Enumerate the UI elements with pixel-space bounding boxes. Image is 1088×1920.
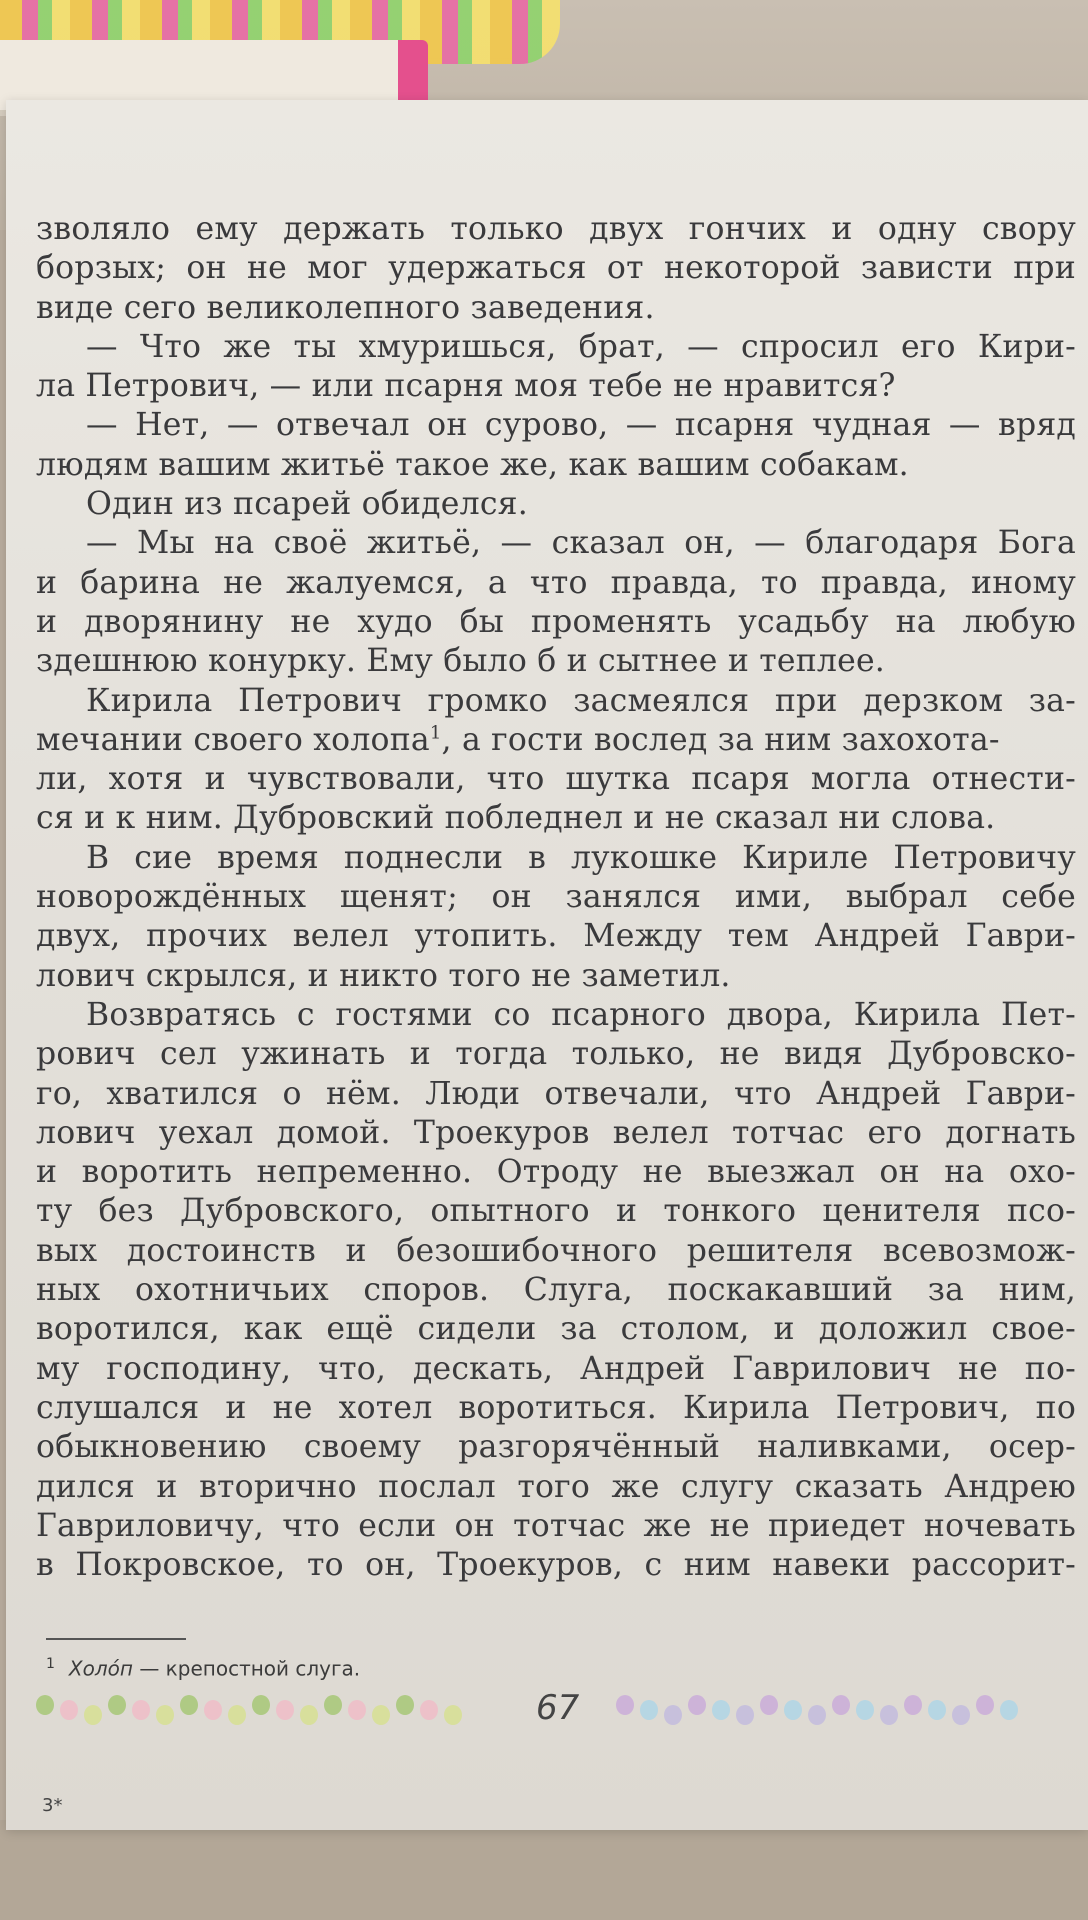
ornament-dot	[444, 1705, 462, 1725]
ornament-dot	[348, 1700, 366, 1720]
ornament-dot	[108, 1695, 126, 1715]
text-line: ся и к ним. Дубровский побледнел и не сказал ни слова.	[36, 800, 996, 837]
text-line: и барина не жалуемся, а что правда, то правда, иному	[36, 564, 1076, 601]
footnote-reference: 1	[429, 722, 442, 744]
text-line: и дворянину не худо бы променять усадьбу на любую	[36, 603, 1076, 640]
ornament-dot	[204, 1700, 222, 1720]
text-line: здешнюю конурку. Ему было б и сытнее и теплее.	[36, 643, 886, 680]
text-line: Один из псарей обиделся.	[86, 486, 528, 523]
ornament-dot	[616, 1695, 634, 1715]
text-line: ных охотничьих споров. Слуга, поскакавший за ним,	[36, 1272, 1076, 1309]
ornament-dot	[832, 1695, 850, 1715]
ornament-dot	[736, 1705, 754, 1725]
ornament-dot	[808, 1705, 826, 1725]
text-line: обыкновению своему разгорячённый наливками, осер-	[36, 1429, 1076, 1466]
printer-signature: 3*	[42, 1795, 63, 1816]
text-line: му господину, что, дескать, Андрей Гаврилович не по-	[36, 1350, 1076, 1387]
footnote-text: — крепостной слуга.	[132, 1656, 361, 1681]
footnote-term: Холóп	[68, 1656, 133, 1681]
text-line: — Мы на своё житьё, — сказал он, — благодаря Бога	[86, 525, 1076, 562]
ornament-dot	[904, 1695, 922, 1715]
ornament-dot	[276, 1700, 294, 1720]
ornament-dot	[664, 1705, 682, 1725]
text-line: лович уехал домой. Троекуров велел тотчас его догнать	[36, 1114, 1076, 1151]
footnote	[46, 1656, 360, 1681]
ornament-dot	[928, 1700, 946, 1720]
ornament-dot	[856, 1700, 874, 1720]
text-line: — Нет, — отвечал он сурово, — псарня чудная — вряд	[86, 407, 1076, 444]
table-surface-bottom	[0, 1820, 1088, 1920]
ornament-dot	[228, 1705, 246, 1725]
text-line: Гавриловичу, что если он тотчас же не приедет ночевать	[36, 1507, 1076, 1544]
footnote-number: 1	[46, 1656, 55, 1672]
text-line: Кирила Петрович громко засмеялся при дерзком за-	[86, 682, 1076, 719]
text-fragment: мечании своего холопа	[36, 721, 430, 758]
text-line: лович скрылся, и никто того не заметил.	[36, 957, 731, 994]
text-line: ли, хотя и чувствовали, что шутка псаря могла отнести-	[36, 761, 1076, 798]
ornament-dot	[976, 1695, 994, 1715]
ornament-dot	[156, 1705, 174, 1725]
body-text	[36, 210, 1076, 1585]
text-line: виде сего великолепного заведения.	[36, 289, 655, 326]
footnote-rule	[46, 1638, 186, 1640]
ornament-dot	[324, 1695, 342, 1715]
ornament-dot	[396, 1695, 414, 1715]
ornament-dot	[252, 1695, 270, 1715]
text-fragment: , а гости вослед за ним захохота-	[441, 721, 1000, 758]
ornament-dot	[372, 1705, 390, 1725]
text-line: в Покровское, то он, Троекуров, с ним навеки рассорит-	[36, 1547, 1076, 1584]
dot-ornament-left	[36, 1685, 506, 1735]
text-line: го, хватился о нём. Люди отвечали, что Андрей Гаври-	[36, 1075, 1076, 1112]
text-line: рович сел ужинать и тогда только, не видя Дубровско-	[36, 1036, 1076, 1073]
text-line: ту без Дубровского, опытного и тонкого ценителя псо-	[36, 1193, 1076, 1230]
ornament-dot	[784, 1700, 802, 1720]
text-line: — Что же ты хмуришься, брат, — спросил его Кири-	[86, 328, 1076, 365]
ornament-dot	[712, 1700, 730, 1720]
ornament-dot	[36, 1695, 54, 1715]
text-line: зволяло ему держать только двух гончих и одну свору	[36, 211, 1076, 247]
text-line: слушался и не хотел воротиться. Кирила Петрович, по	[36, 1389, 1076, 1426]
ornament-dot	[640, 1700, 658, 1720]
text-line: Возвратясь с гостями со псарного двора, Кирила Пет-	[86, 996, 1076, 1033]
ornament-dot	[180, 1695, 198, 1715]
page-number: 67	[536, 1688, 580, 1728]
text-line	[36, 721, 1076, 760]
ornament-dot	[84, 1705, 102, 1725]
ornament-dot	[300, 1705, 318, 1725]
text-line: дился и вторично послал того же слугу сказать Андрею	[36, 1468, 1076, 1505]
text-line: людям вашим житьё такое же, как вашим собакам.	[36, 446, 909, 483]
text-line: борзых; он не мог удержаться от некоторой зависти при	[36, 250, 1076, 287]
book-page	[6, 100, 1088, 1830]
ornament-dot	[760, 1695, 778, 1715]
ornament-dot	[60, 1700, 78, 1720]
text-line: двух, прочих велел утопить. Между тем Андрей Гаври-	[36, 918, 1076, 955]
dot-ornament-right	[616, 1685, 1066, 1735]
ornament-dot	[1000, 1700, 1018, 1720]
ornament-dot	[952, 1705, 970, 1725]
ornament-dot	[132, 1700, 150, 1720]
text-line: В сие время поднесли в лукошке Кириле Петровичу	[86, 839, 1076, 876]
ornament-dot	[420, 1700, 438, 1720]
text-line: и воротить непременно. Отроду не выезжал он на охо-	[36, 1154, 1076, 1191]
text-line: новорождённых щенят; он занялся ими, выбрал себе	[36, 879, 1076, 916]
text-line: вых достоинств и безошибочного решителя всевозмож-	[36, 1232, 1076, 1269]
text-line: воротился, как ещё сидели за столом, и доложил свое-	[36, 1311, 1076, 1348]
text-line: ла Петрович, — или псарня моя тебе не нравится?	[36, 368, 896, 405]
ornament-dot	[880, 1705, 898, 1725]
ornament-dot	[688, 1695, 706, 1715]
